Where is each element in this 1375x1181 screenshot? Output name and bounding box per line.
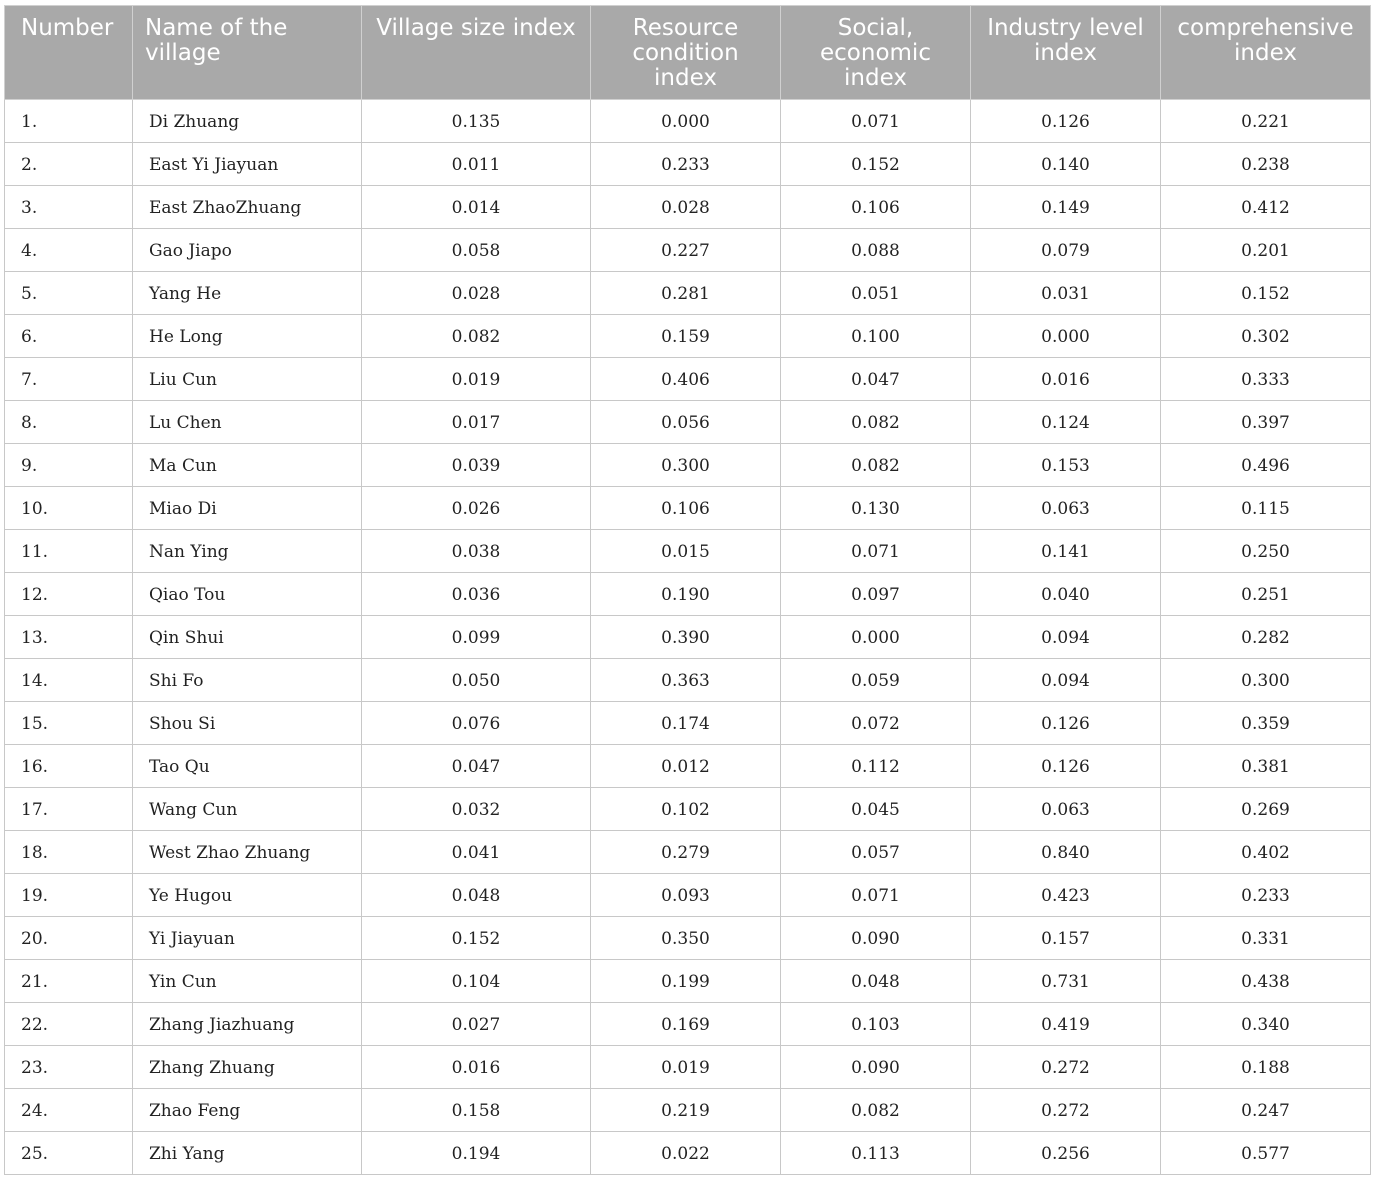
cell-resource-condition-index: 0.190 bbox=[591, 573, 781, 616]
cell-village-name: He Long bbox=[133, 315, 362, 358]
cell-village-size-index: 0.194 bbox=[362, 1132, 591, 1175]
table-row bbox=[5, 1003, 1371, 1046]
column-header-comprehensive-index: comprehensive index bbox=[1161, 6, 1371, 100]
table-row bbox=[5, 444, 1371, 487]
table-row bbox=[5, 186, 1371, 229]
cell-number: 16. bbox=[5, 745, 133, 788]
cell-village-size-index: 0.076 bbox=[362, 702, 591, 745]
cell-social-economic-index: 0.045 bbox=[781, 788, 971, 831]
cell-village-name: Qiao Tou bbox=[133, 573, 362, 616]
cell-comprehensive-index: 0.251 bbox=[1161, 573, 1371, 616]
cell-industry-level-index: 0.016 bbox=[971, 358, 1161, 401]
cell-comprehensive-index: 0.302 bbox=[1161, 315, 1371, 358]
cell-number: 4. bbox=[5, 229, 133, 272]
cell-number: 20. bbox=[5, 917, 133, 960]
cell-number: 18. bbox=[5, 831, 133, 874]
cell-industry-level-index: 0.423 bbox=[971, 874, 1161, 917]
column-header-village-size-index: Village size index bbox=[362, 6, 591, 100]
cell-village-size-index: 0.041 bbox=[362, 831, 591, 874]
cell-resource-condition-index: 0.169 bbox=[591, 1003, 781, 1046]
cell-industry-level-index: 0.840 bbox=[971, 831, 1161, 874]
cell-industry-level-index: 0.153 bbox=[971, 444, 1161, 487]
table-row bbox=[5, 702, 1371, 745]
cell-number: 8. bbox=[5, 401, 133, 444]
cell-village-size-index: 0.017 bbox=[362, 401, 591, 444]
cell-resource-condition-index: 0.350 bbox=[591, 917, 781, 960]
cell-village-size-index: 0.032 bbox=[362, 788, 591, 831]
cell-village-name: Zhang Jiazhuang bbox=[133, 1003, 362, 1046]
cell-social-economic-index: 0.047 bbox=[781, 358, 971, 401]
cell-village-name: Yin Cun bbox=[133, 960, 362, 1003]
cell-village-name: Wang Cun bbox=[133, 788, 362, 831]
table-body bbox=[5, 100, 1371, 1175]
cell-village-name: East Yi Jiayuan bbox=[133, 143, 362, 186]
cell-social-economic-index: 0.103 bbox=[781, 1003, 971, 1046]
cell-resource-condition-index: 0.159 bbox=[591, 315, 781, 358]
cell-social-economic-index: 0.082 bbox=[781, 1089, 971, 1132]
cell-resource-condition-index: 0.093 bbox=[591, 874, 781, 917]
cell-comprehensive-index: 0.282 bbox=[1161, 616, 1371, 659]
cell-number: 10. bbox=[5, 487, 133, 530]
cell-social-economic-index: 0.088 bbox=[781, 229, 971, 272]
cell-resource-condition-index: 0.300 bbox=[591, 444, 781, 487]
cell-village-size-index: 0.011 bbox=[362, 143, 591, 186]
cell-village-name: Tao Qu bbox=[133, 745, 362, 788]
cell-industry-level-index: 0.419 bbox=[971, 1003, 1161, 1046]
cell-comprehensive-index: 0.397 bbox=[1161, 401, 1371, 444]
cell-industry-level-index: 0.141 bbox=[971, 530, 1161, 573]
cell-number: 3. bbox=[5, 186, 133, 229]
cell-village-name: Zhang Zhuang bbox=[133, 1046, 362, 1089]
cell-number: 5. bbox=[5, 272, 133, 315]
cell-village-size-index: 0.047 bbox=[362, 745, 591, 788]
cell-resource-condition-index: 0.199 bbox=[591, 960, 781, 1003]
column-header-resource-condition-index: Resource condition index bbox=[591, 6, 781, 100]
cell-village-size-index: 0.014 bbox=[362, 186, 591, 229]
cell-village-size-index: 0.019 bbox=[362, 358, 591, 401]
cell-resource-condition-index: 0.174 bbox=[591, 702, 781, 745]
cell-village-name: Shou Si bbox=[133, 702, 362, 745]
cell-number: 1. bbox=[5, 100, 133, 143]
cell-village-size-index: 0.038 bbox=[362, 530, 591, 573]
cell-comprehensive-index: 0.333 bbox=[1161, 358, 1371, 401]
table-row bbox=[5, 272, 1371, 315]
header-row bbox=[5, 6, 1371, 100]
cell-comprehensive-index: 0.359 bbox=[1161, 702, 1371, 745]
table-row bbox=[5, 659, 1371, 702]
cell-number: 7. bbox=[5, 358, 133, 401]
cell-village-size-index: 0.036 bbox=[362, 573, 591, 616]
column-header-industry-level-index: Industry level index bbox=[971, 6, 1161, 100]
table-row bbox=[5, 960, 1371, 1003]
cell-resource-condition-index: 0.028 bbox=[591, 186, 781, 229]
cell-village-name: East ZhaoZhuang bbox=[133, 186, 362, 229]
cell-comprehensive-index: 0.438 bbox=[1161, 960, 1371, 1003]
cell-comprehensive-index: 0.250 bbox=[1161, 530, 1371, 573]
cell-village-size-index: 0.050 bbox=[362, 659, 591, 702]
cell-comprehensive-index: 0.238 bbox=[1161, 143, 1371, 186]
cell-number: 19. bbox=[5, 874, 133, 917]
table-row bbox=[5, 831, 1371, 874]
table-row bbox=[5, 358, 1371, 401]
cell-village-name: Zhao Feng bbox=[133, 1089, 362, 1132]
cell-number: 24. bbox=[5, 1089, 133, 1132]
cell-comprehensive-index: 0.115 bbox=[1161, 487, 1371, 530]
cell-number: 9. bbox=[5, 444, 133, 487]
cell-comprehensive-index: 0.300 bbox=[1161, 659, 1371, 702]
cell-social-economic-index: 0.152 bbox=[781, 143, 971, 186]
cell-social-economic-index: 0.057 bbox=[781, 831, 971, 874]
cell-social-economic-index: 0.071 bbox=[781, 874, 971, 917]
cell-comprehensive-index: 0.340 bbox=[1161, 1003, 1371, 1046]
cell-resource-condition-index: 0.022 bbox=[591, 1132, 781, 1175]
cell-village-size-index: 0.039 bbox=[362, 444, 591, 487]
cell-industry-level-index: 0.063 bbox=[971, 788, 1161, 831]
cell-village-name: Shi Fo bbox=[133, 659, 362, 702]
cell-resource-condition-index: 0.102 bbox=[591, 788, 781, 831]
cell-social-economic-index: 0.113 bbox=[781, 1132, 971, 1175]
cell-social-economic-index: 0.090 bbox=[781, 1046, 971, 1089]
cell-resource-condition-index: 0.281 bbox=[591, 272, 781, 315]
table-row bbox=[5, 874, 1371, 917]
cell-social-economic-index: 0.082 bbox=[781, 401, 971, 444]
cell-resource-condition-index: 0.000 bbox=[591, 100, 781, 143]
cell-comprehensive-index: 0.152 bbox=[1161, 272, 1371, 315]
column-header-number: Number bbox=[5, 6, 133, 100]
cell-industry-level-index: 0.256 bbox=[971, 1132, 1161, 1175]
cell-social-economic-index: 0.100 bbox=[781, 315, 971, 358]
cell-social-economic-index: 0.090 bbox=[781, 917, 971, 960]
cell-resource-condition-index: 0.012 bbox=[591, 745, 781, 788]
column-header-village-name: Name of the village bbox=[133, 6, 362, 100]
cell-resource-condition-index: 0.219 bbox=[591, 1089, 781, 1132]
cell-comprehensive-index: 0.247 bbox=[1161, 1089, 1371, 1132]
cell-resource-condition-index: 0.056 bbox=[591, 401, 781, 444]
cell-social-economic-index: 0.071 bbox=[781, 530, 971, 573]
cell-number: 15. bbox=[5, 702, 133, 745]
cell-comprehensive-index: 0.577 bbox=[1161, 1132, 1371, 1175]
cell-industry-level-index: 0.126 bbox=[971, 745, 1161, 788]
cell-village-size-index: 0.135 bbox=[362, 100, 591, 143]
cell-village-size-index: 0.104 bbox=[362, 960, 591, 1003]
table-row bbox=[5, 229, 1371, 272]
table-row bbox=[5, 487, 1371, 530]
cell-resource-condition-index: 0.279 bbox=[591, 831, 781, 874]
cell-village-name: Zhi Yang bbox=[133, 1132, 362, 1175]
cell-industry-level-index: 0.094 bbox=[971, 616, 1161, 659]
cell-resource-condition-index: 0.233 bbox=[591, 143, 781, 186]
cell-number: 25. bbox=[5, 1132, 133, 1175]
cell-resource-condition-index: 0.406 bbox=[591, 358, 781, 401]
cell-industry-level-index: 0.157 bbox=[971, 917, 1161, 960]
cell-industry-level-index: 0.126 bbox=[971, 100, 1161, 143]
cell-industry-level-index: 0.040 bbox=[971, 573, 1161, 616]
cell-comprehensive-index: 0.188 bbox=[1161, 1046, 1371, 1089]
cell-village-name: Miao Di bbox=[133, 487, 362, 530]
cell-village-name: Ma Cun bbox=[133, 444, 362, 487]
cell-village-size-index: 0.028 bbox=[362, 272, 591, 315]
cell-social-economic-index: 0.130 bbox=[781, 487, 971, 530]
cell-social-economic-index: 0.112 bbox=[781, 745, 971, 788]
table-row bbox=[5, 788, 1371, 831]
cell-number: 17. bbox=[5, 788, 133, 831]
table-row bbox=[5, 530, 1371, 573]
table-row bbox=[5, 1046, 1371, 1089]
cell-industry-level-index: 0.126 bbox=[971, 702, 1161, 745]
cell-industry-level-index: 0.124 bbox=[971, 401, 1161, 444]
cell-number: 11. bbox=[5, 530, 133, 573]
cell-village-name: Ye Hugou bbox=[133, 874, 362, 917]
cell-social-economic-index: 0.071 bbox=[781, 100, 971, 143]
cell-village-name: Di Zhuang bbox=[133, 100, 362, 143]
cell-village-name: Gao Jiapo bbox=[133, 229, 362, 272]
cell-comprehensive-index: 0.331 bbox=[1161, 917, 1371, 960]
table-row bbox=[5, 917, 1371, 960]
cell-number: 6. bbox=[5, 315, 133, 358]
cell-industry-level-index: 0.149 bbox=[971, 186, 1161, 229]
table-row bbox=[5, 1089, 1371, 1132]
cell-social-economic-index: 0.051 bbox=[781, 272, 971, 315]
cell-village-size-index: 0.158 bbox=[362, 1089, 591, 1132]
cell-resource-condition-index: 0.019 bbox=[591, 1046, 781, 1089]
column-header-social-economic-index: Social, economic index bbox=[781, 6, 971, 100]
cell-resource-condition-index: 0.227 bbox=[591, 229, 781, 272]
cell-social-economic-index: 0.072 bbox=[781, 702, 971, 745]
cell-comprehensive-index: 0.269 bbox=[1161, 788, 1371, 831]
table-row bbox=[5, 745, 1371, 788]
cell-comprehensive-index: 0.201 bbox=[1161, 229, 1371, 272]
cell-number: 22. bbox=[5, 1003, 133, 1046]
cell-village-name: Yang He bbox=[133, 272, 362, 315]
cell-number: 2. bbox=[5, 143, 133, 186]
cell-number: 12. bbox=[5, 573, 133, 616]
cell-social-economic-index: 0.059 bbox=[781, 659, 971, 702]
table-row bbox=[5, 401, 1371, 444]
table-row bbox=[5, 573, 1371, 616]
cell-number: 13. bbox=[5, 616, 133, 659]
cell-social-economic-index: 0.097 bbox=[781, 573, 971, 616]
cell-social-economic-index: 0.048 bbox=[781, 960, 971, 1003]
cell-resource-condition-index: 0.106 bbox=[591, 487, 781, 530]
cell-village-size-index: 0.099 bbox=[362, 616, 591, 659]
cell-industry-level-index: 0.272 bbox=[971, 1089, 1161, 1132]
cell-social-economic-index: 0.000 bbox=[781, 616, 971, 659]
cell-village-name: Liu Cun bbox=[133, 358, 362, 401]
cell-comprehensive-index: 0.381 bbox=[1161, 745, 1371, 788]
cell-industry-level-index: 0.079 bbox=[971, 229, 1161, 272]
cell-industry-level-index: 0.272 bbox=[971, 1046, 1161, 1089]
cell-comprehensive-index: 0.221 bbox=[1161, 100, 1371, 143]
cell-social-economic-index: 0.106 bbox=[781, 186, 971, 229]
cell-village-size-index: 0.058 bbox=[362, 229, 591, 272]
cell-industry-level-index: 0.094 bbox=[971, 659, 1161, 702]
cell-resource-condition-index: 0.015 bbox=[591, 530, 781, 573]
cell-industry-level-index: 0.731 bbox=[971, 960, 1161, 1003]
table-row bbox=[5, 616, 1371, 659]
cell-number: 23. bbox=[5, 1046, 133, 1089]
cell-industry-level-index: 0.063 bbox=[971, 487, 1161, 530]
cell-number: 21. bbox=[5, 960, 133, 1003]
cell-village-size-index: 0.027 bbox=[362, 1003, 591, 1046]
cell-comprehensive-index: 0.402 bbox=[1161, 831, 1371, 874]
cell-industry-level-index: 0.031 bbox=[971, 272, 1161, 315]
cell-comprehensive-index: 0.412 bbox=[1161, 186, 1371, 229]
cell-comprehensive-index: 0.233 bbox=[1161, 874, 1371, 917]
cell-village-size-index: 0.082 bbox=[362, 315, 591, 358]
cell-village-name: Yi Jiayuan bbox=[133, 917, 362, 960]
table-row bbox=[5, 143, 1371, 186]
cell-resource-condition-index: 0.363 bbox=[591, 659, 781, 702]
cell-resource-condition-index: 0.390 bbox=[591, 616, 781, 659]
cell-social-economic-index: 0.082 bbox=[781, 444, 971, 487]
table-row bbox=[5, 315, 1371, 358]
table-row bbox=[5, 100, 1371, 143]
table-row bbox=[5, 1132, 1371, 1175]
cell-industry-level-index: 0.000 bbox=[971, 315, 1161, 358]
cell-village-name: West Zhao Zhuang bbox=[133, 831, 362, 874]
cell-village-name: Nan Ying bbox=[133, 530, 362, 573]
cell-number: 14. bbox=[5, 659, 133, 702]
cell-industry-level-index: 0.140 bbox=[971, 143, 1161, 186]
cell-village-size-index: 0.152 bbox=[362, 917, 591, 960]
cell-village-size-index: 0.048 bbox=[362, 874, 591, 917]
cell-comprehensive-index: 0.496 bbox=[1161, 444, 1371, 487]
cell-village-size-index: 0.026 bbox=[362, 487, 591, 530]
cell-village-name: Lu Chen bbox=[133, 401, 362, 444]
village-index-table bbox=[4, 5, 1371, 1175]
cell-village-name: Qin Shui bbox=[133, 616, 362, 659]
cell-village-size-index: 0.016 bbox=[362, 1046, 591, 1089]
